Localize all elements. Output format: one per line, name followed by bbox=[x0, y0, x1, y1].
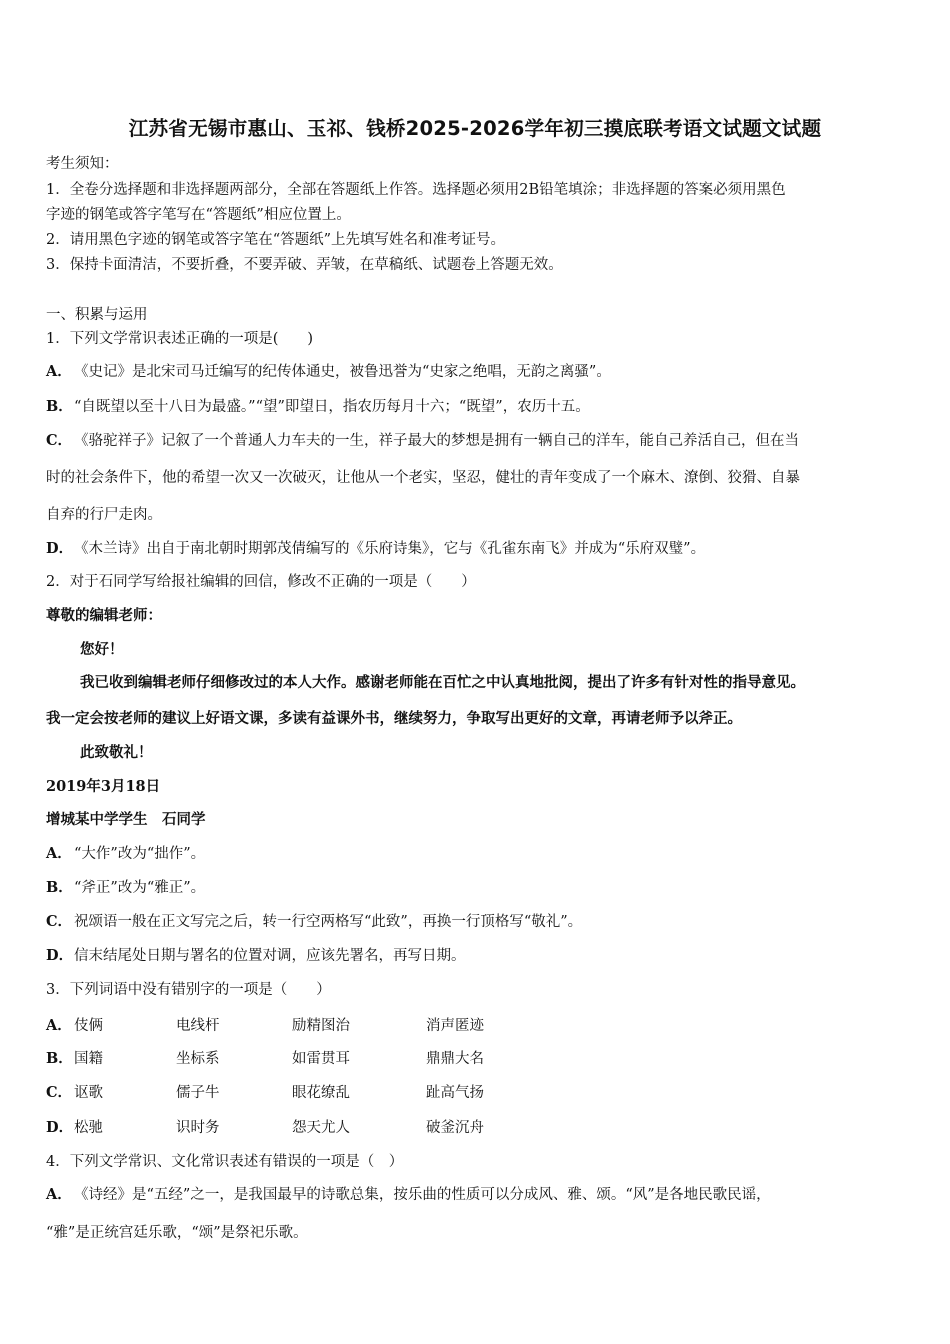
q1-stem: 1．下列文学常识表述正确的一项是( ) bbox=[46, 331, 314, 347]
q2-d-text: 信末结尾处日期与署名的位置对调，应该先署名，再写日期。 bbox=[74, 948, 466, 964]
notice-item-1a: 1．全卷分选择题和非选择题两部分，全部在答题纸上作答。选择题必须用2B铅笔填涂；非选择题的答案必须用黑色 bbox=[46, 182, 786, 198]
notice-item-2: 2．请用黑色字迹的钢笔或答字笔在“答题纸”上先填写姓名和准考证号。 bbox=[46, 232, 506, 248]
q1-option-d bbox=[46, 537, 705, 558]
q1-c-text-3: 自弃的行尸走肉。 bbox=[46, 507, 162, 523]
q3-b-word-3: 如雷贯耳 bbox=[292, 1051, 350, 1067]
q1-c-label: C． bbox=[46, 432, 73, 449]
q1-a-text: 《史记》是北宋司马迁编写的纪传体通史，被鲁迅誉为“史家之绝唱，无韵之离骚”。 bbox=[74, 364, 611, 380]
letter-salutation: 尊敬的编辑老师： bbox=[46, 607, 162, 624]
q4-option-a bbox=[46, 1183, 771, 1204]
q1-d-label: D． bbox=[46, 540, 74, 557]
q1-b-text: “自既望以至十八日为最盛。”“望”即望日，指农历每月十六；“既望”，农历十五。 bbox=[74, 399, 590, 415]
q4-stem: 4．下列文学常识、文化常识表述有错误的一项是（ ） bbox=[46, 1154, 404, 1170]
q1-option-c bbox=[46, 429, 799, 450]
q2-a-text: “大作”改为“拙作”。 bbox=[74, 846, 206, 862]
q1-c-text-1: 《骆驼祥子》记叙了一个普通人力车夫的一生，祥子最大的梦想是拥有一辆自己的洋车，能自己养活自己，但在当 bbox=[74, 433, 799, 449]
letter-greeting: 您好！ bbox=[80, 641, 124, 658]
q2-option-d bbox=[46, 944, 466, 965]
q1-c-text-2: 时的社会条件下，他的希望一次又一次破灭，让他从一个老实，坚忍，健壮的青年变成了一个麻木、潦倒、狡猾、自暴 bbox=[46, 470, 800, 486]
q4-a-text-1: 《诗经》是“五经”之一，是我国最早的诗歌总集，按乐曲的性质可以分成风、雅、颂。“风”是各地民歌民谣， bbox=[74, 1187, 771, 1203]
q2-option-a bbox=[46, 842, 205, 863]
q4-a-label: A． bbox=[46, 1186, 72, 1203]
letter-body-1: 我已收到编辑老师仔细修改过的本人大作。感谢老师能在百忙之中认真地批阅，提出了许多有针对性的指导意见。 bbox=[80, 674, 805, 691]
q3-a-word-2: 电线杆 bbox=[176, 1018, 220, 1034]
q3-b-word-4: 鼎鼎大名 bbox=[426, 1051, 484, 1067]
q1-option-b bbox=[46, 395, 590, 416]
letter-body-2: 我一定会按老师的建议上好语文课，多读有益课外书，继续努力，争取写出更好的文章，再请老师予以斧正。 bbox=[46, 710, 742, 727]
section-heading: 一、积累与运用 bbox=[46, 307, 148, 323]
q3-d-label: D． bbox=[46, 1119, 74, 1136]
notice-heading: 考生须知： bbox=[46, 156, 119, 172]
letter-closing: 此致敬礼！ bbox=[80, 744, 153, 761]
q3-c-word-4: 趾高气扬 bbox=[426, 1085, 484, 1101]
q3-a-word-3: 励精图治 bbox=[292, 1018, 350, 1034]
q3-d-word-4: 破釜沉舟 bbox=[426, 1120, 484, 1136]
q3-d-word-3: 怨天尤人 bbox=[292, 1120, 350, 1136]
q2-b-text: “斧正”改为“雅正”。 bbox=[74, 880, 206, 896]
q2-c-text: 祝颂语一般在正文写完之后，转一行空两格写“此致”，再换一行顶格写“敬礼”。 bbox=[74, 914, 583, 930]
q3-b-word-2: 坐标系 bbox=[176, 1051, 220, 1067]
notice-item-3: 3．保持卡面清洁，不要折叠，不要弄破、弄皱，在草稿纸、试题卷上答题无效。 bbox=[46, 257, 563, 273]
q2-stem: 2．对于石同学写给报社编辑的回信，修改不正确的一项是（ ） bbox=[46, 574, 476, 590]
q3-d-word-1: 松驰 bbox=[74, 1120, 103, 1136]
page-title: 江苏省无锡市惠山、玉祁、钱桥2025-2026学年初三摸底联考语文试题文试题 bbox=[128, 117, 822, 140]
q3-stem: 3．下列词语中没有错别字的一项是（ ） bbox=[46, 982, 331, 998]
q2-option-b bbox=[46, 876, 205, 897]
letter-date: 2019年3月18日 bbox=[46, 778, 161, 795]
q1-b-label: B． bbox=[46, 398, 73, 415]
q3-c-label: C． bbox=[46, 1084, 73, 1101]
q4-a-text-2: “雅”是正统宫廷乐歌，“颂”是祭祀乐歌。 bbox=[46, 1225, 308, 1241]
q2-d-label: D． bbox=[46, 947, 74, 964]
q3-b-word-1: 国籍 bbox=[74, 1051, 103, 1067]
q3-c-word-1: 讴歌 bbox=[74, 1085, 103, 1101]
q3-a-label: A． bbox=[46, 1017, 72, 1034]
q3-d-word-2: 识时务 bbox=[176, 1120, 220, 1136]
q3-c-word-3: 眼花缭乱 bbox=[292, 1085, 350, 1101]
q1-option-a bbox=[46, 360, 611, 381]
q1-a-label: A． bbox=[46, 363, 72, 380]
notice-item-1b: 字迹的钢笔或答字笔写在“答题纸”相应位置上。 bbox=[46, 207, 351, 223]
q2-option-c bbox=[46, 910, 582, 931]
q2-a-label: A． bbox=[46, 845, 72, 862]
q3-c-word-2: 儒子牛 bbox=[176, 1085, 220, 1101]
q3-a-word-4: 消声匿迹 bbox=[426, 1018, 484, 1034]
q3-a-word-1: 伎俩 bbox=[74, 1018, 103, 1034]
letter-signature: 增城某中学学生 石同学 bbox=[46, 811, 206, 828]
q2-c-label: C． bbox=[46, 913, 73, 930]
q3-b-label: B． bbox=[46, 1050, 73, 1067]
q1-d-text: 《木兰诗》出自于南北朝时期郭茂倩编写的《乐府诗集》，它与《孔雀东南飞》并成为“乐府双璧”。 bbox=[74, 541, 706, 557]
q2-b-label: B． bbox=[46, 879, 73, 896]
